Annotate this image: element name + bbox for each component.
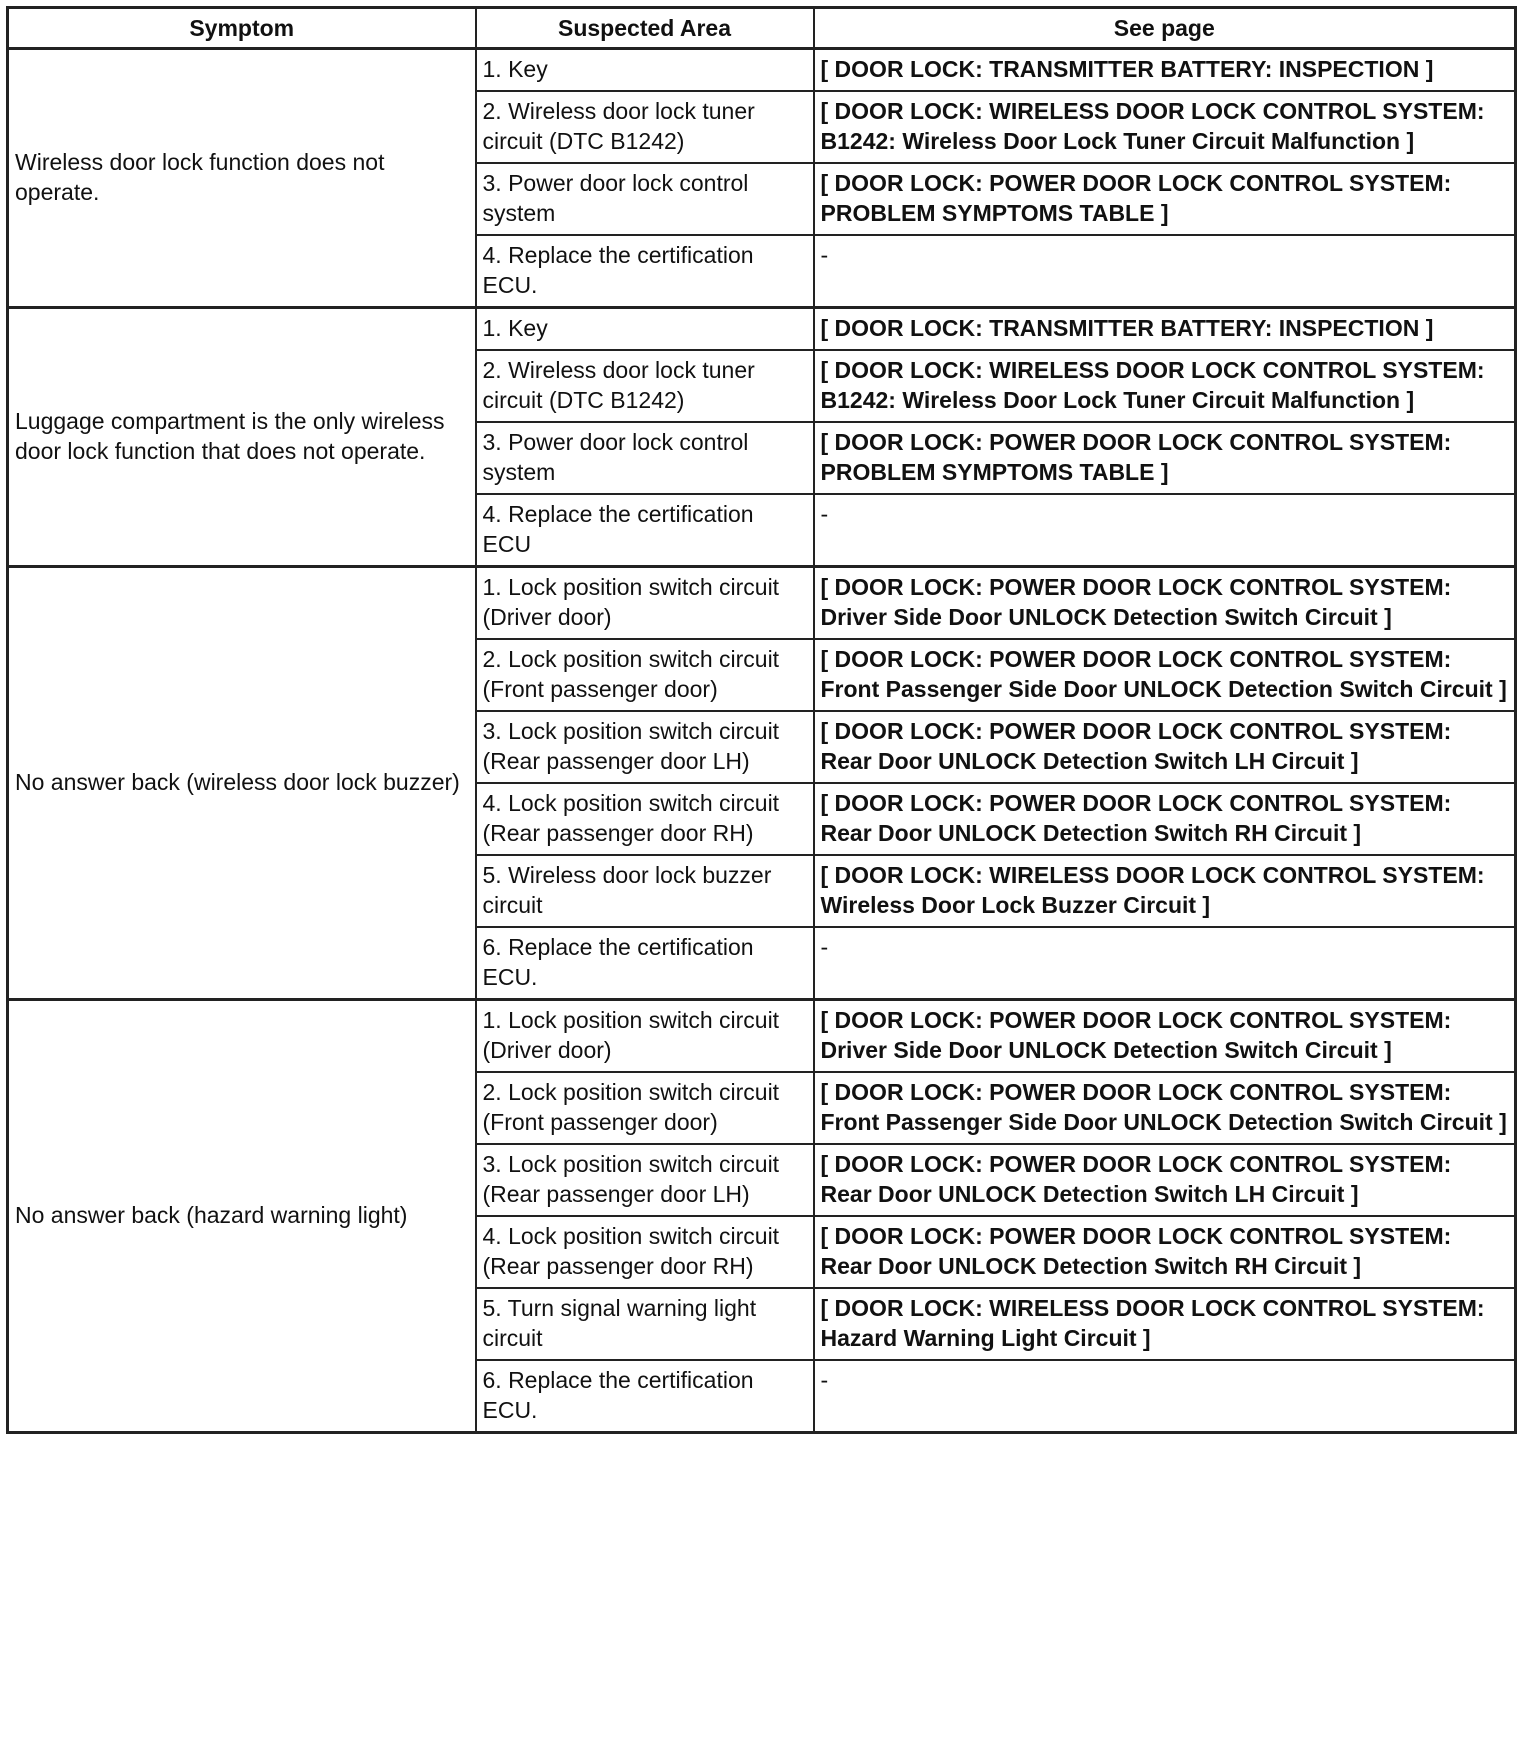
suspected-area-cell: 5. Wireless door lock buzzer circuit (476, 855, 814, 927)
suspected-area-cell: 4. Lock position switch circuit (Rear passenger door RH) (476, 1216, 814, 1288)
table-row (8, 49, 1516, 92)
table-header-row (8, 8, 1516, 49)
suspected-area-cell: 3. Power door lock control system (476, 163, 814, 235)
suspected-area-cell: 4. Replace the certification ECU. (476, 235, 814, 308)
suspected-area-cell: 3. Lock position switch circuit (Rear passenger door LH) (476, 711, 814, 783)
header-see-page: See page (814, 8, 1516, 49)
suspected-area-cell: 2. Lock position switch circuit (Front passenger door) (476, 1072, 814, 1144)
see-page-reference[interactable]: [ DOOR LOCK: POWER DOOR LOCK CONTROL SYSTEM: Rear Door UNLOCK Detection Switch RH Circuit ] (814, 783, 1516, 855)
see-page-reference: - (814, 235, 1516, 308)
see-page-reference[interactable]: [ DOOR LOCK: POWER DOOR LOCK CONTROL SYSTEM: Driver Side Door UNLOCK Detection Switch Circuit ] (814, 1000, 1516, 1073)
see-page-reference[interactable]: [ DOOR LOCK: POWER DOOR LOCK CONTROL SYSTEM: Front Passenger Side Door UNLOCK Detection Switch Circuit ] (814, 639, 1516, 711)
header-suspected-area: Suspected Area (476, 8, 814, 49)
document-page (6, 6, 1517, 1434)
suspected-area-cell: 2. Lock position switch circuit (Front passenger door) (476, 639, 814, 711)
suspected-area-cell: 1. Lock position switch circuit (Driver door) (476, 567, 814, 640)
problem-symptoms-table (6, 6, 1517, 1434)
symptom-cell: Wireless door lock function does not operate. (8, 49, 476, 308)
suspected-area-cell: 5. Turn signal warning light circuit (476, 1288, 814, 1360)
table-row (8, 567, 1516, 640)
see-page-reference[interactable]: [ DOOR LOCK: POWER DOOR LOCK CONTROL SYSTEM: Front Passenger Side Door UNLOCK Detection Switch Circuit ] (814, 1072, 1516, 1144)
suspected-area-cell: 2. Wireless door lock tuner circuit (DTC B1242) (476, 350, 814, 422)
see-page-reference[interactable]: [ DOOR LOCK: WIRELESS DOOR LOCK CONTROL SYSTEM: Wireless Door Lock Buzzer Circuit ] (814, 855, 1516, 927)
see-page-reference: - (814, 494, 1516, 567)
see-page-reference[interactable]: [ DOOR LOCK: POWER DOOR LOCK CONTROL SYSTEM: Rear Door UNLOCK Detection Switch LH Circuit ] (814, 1144, 1516, 1216)
suspected-area-cell: 4. Replace the certification ECU (476, 494, 814, 567)
suspected-area-cell: 1. Key (476, 49, 814, 92)
header-symptom: Symptom (8, 8, 476, 49)
suspected-area-cell: 4. Lock position switch circuit (Rear passenger door RH) (476, 783, 814, 855)
see-page-reference[interactable]: [ DOOR LOCK: POWER DOOR LOCK CONTROL SYSTEM: PROBLEM SYMPTOMS TABLE ] (814, 163, 1516, 235)
see-page-reference: - (814, 1360, 1516, 1433)
suspected-area-cell: 1. Key (476, 308, 814, 351)
see-page-reference[interactable]: [ DOOR LOCK: TRANSMITTER BATTERY: INSPECTION ] (814, 308, 1516, 351)
see-page-reference[interactable]: [ DOOR LOCK: WIRELESS DOOR LOCK CONTROL SYSTEM: B1242: Wireless Door Lock Tuner Circuit Malfunction ] (814, 91, 1516, 163)
symptom-cell: No answer back (wireless door lock buzzer) (8, 567, 476, 1000)
see-page-reference[interactable]: [ DOOR LOCK: WIRELESS DOOR LOCK CONTROL SYSTEM: Hazard Warning Light Circuit ] (814, 1288, 1516, 1360)
suspected-area-cell: 6. Replace the certification ECU. (476, 927, 814, 1000)
suspected-area-cell: 6. Replace the certification ECU. (476, 1360, 814, 1433)
suspected-area-cell: 3. Power door lock control system (476, 422, 814, 494)
table-row (8, 308, 1516, 351)
suspected-area-cell: 1. Lock position switch circuit (Driver door) (476, 1000, 814, 1073)
see-page-reference[interactable]: [ DOOR LOCK: POWER DOOR LOCK CONTROL SYSTEM: Rear Door UNLOCK Detection Switch LH Circuit ] (814, 711, 1516, 783)
table-row (8, 1000, 1516, 1073)
see-page-reference[interactable]: [ DOOR LOCK: WIRELESS DOOR LOCK CONTROL SYSTEM: B1242: Wireless Door Lock Tuner Circuit Malfunction ] (814, 350, 1516, 422)
table-body (8, 49, 1516, 1433)
see-page-reference[interactable]: [ DOOR LOCK: POWER DOOR LOCK CONTROL SYSTEM: PROBLEM SYMPTOMS TABLE ] (814, 422, 1516, 494)
symptom-cell: Luggage compartment is the only wireless door lock function that does not operate. (8, 308, 476, 567)
suspected-area-cell: 3. Lock position switch circuit (Rear passenger door LH) (476, 1144, 814, 1216)
see-page-reference[interactable]: [ DOOR LOCK: POWER DOOR LOCK CONTROL SYSTEM: Driver Side Door UNLOCK Detection Switch Circuit ] (814, 567, 1516, 640)
suspected-area-cell: 2. Wireless door lock tuner circuit (DTC B1242) (476, 91, 814, 163)
see-page-reference: - (814, 927, 1516, 1000)
symptom-cell: No answer back (hazard warning light) (8, 1000, 476, 1433)
see-page-reference[interactable]: [ DOOR LOCK: POWER DOOR LOCK CONTROL SYSTEM: Rear Door UNLOCK Detection Switch RH Circuit ] (814, 1216, 1516, 1288)
see-page-reference[interactable]: [ DOOR LOCK: TRANSMITTER BATTERY: INSPECTION ] (814, 49, 1516, 92)
